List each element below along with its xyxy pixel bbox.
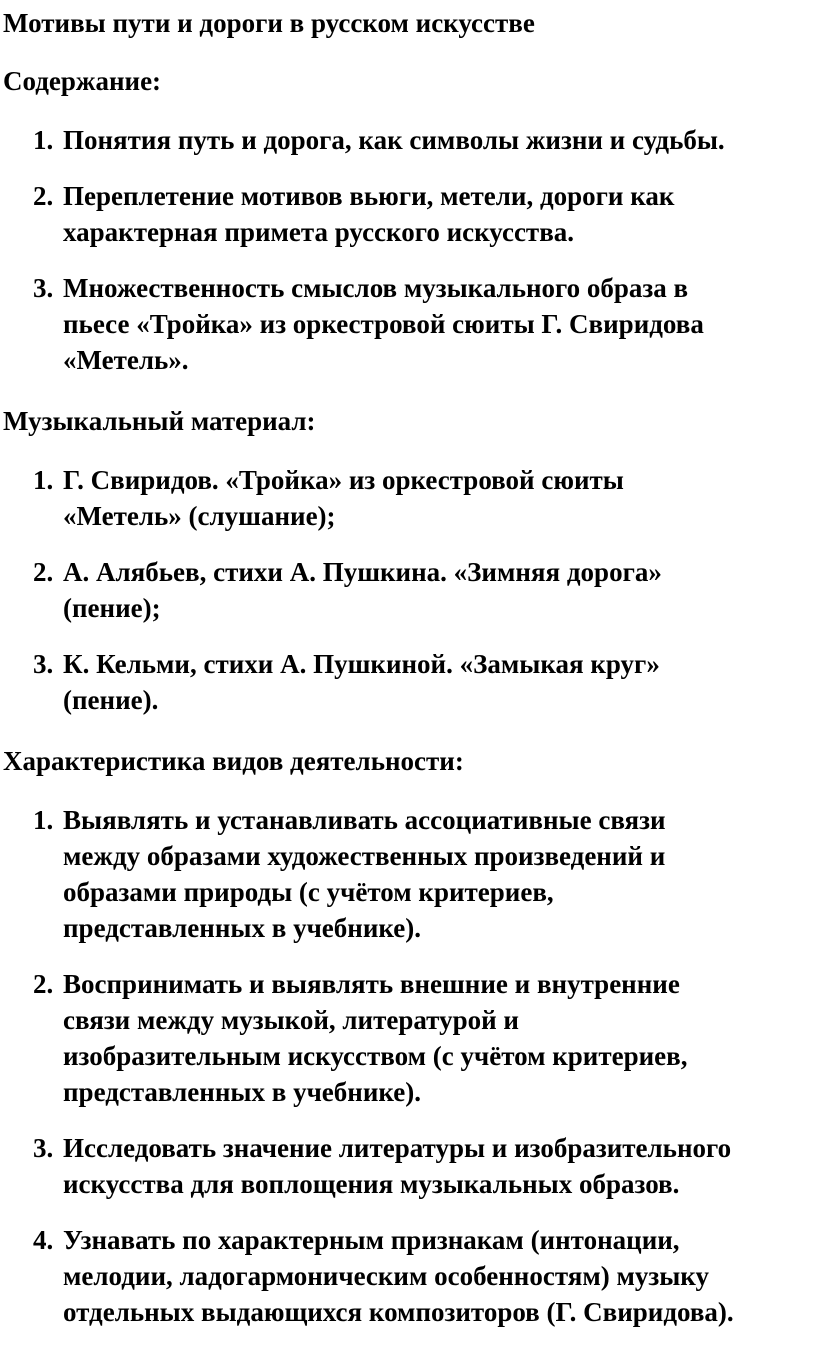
list-item-number: 3.	[33, 1133, 54, 1163]
list-item-text: Г. Свиридов. «Тройка» из оркестровой сюиты «Метель» (слушание);	[63, 465, 624, 531]
list-item-text: Выявлять и устанавливать ассоциативные связи между образами художественных произведений и образами природы (с учётом критериев, представленных в учебнике).	[63, 805, 666, 943]
document-title: Мотивы пути и дороги в русском искусстве	[3, 8, 535, 38]
list-item	[3, 462, 743, 534]
list-item-number: 2.	[33, 557, 54, 587]
list-item	[3, 1130, 743, 1202]
list-item-number: 1.	[33, 465, 54, 495]
list-item	[3, 554, 743, 626]
list-item	[3, 646, 743, 718]
list-item-number: 4.	[33, 1225, 54, 1255]
list-item-number: 1.	[33, 805, 54, 835]
music-list	[3, 462, 816, 718]
activities-list	[3, 802, 816, 1330]
list-item-number: 1.	[33, 125, 54, 155]
list-item	[3, 270, 743, 378]
contents-list	[3, 122, 816, 378]
contents-heading: Содержание:	[3, 66, 162, 96]
list-item-text: Множественность смыслов музыкального образа в пьесе «Тройка» из оркестровой сюиты Г. Свиридова «Метель».	[63, 273, 704, 375]
list-item	[3, 178, 743, 250]
list-item-number: 3.	[33, 273, 54, 303]
list-item	[3, 1222, 743, 1330]
list-item-text: Воспринимать и выявлять внешние и внутренние связи между музыкой, литературой и изобразительным искусством (с учётом критериев, представленных в учебнике).	[63, 969, 688, 1107]
list-item-number: 2.	[33, 969, 54, 999]
activities-heading: Характеристика видов деятельности:	[3, 746, 464, 776]
list-item-text: Узнавать по характерным признакам (интонации, мелодии, ладогармоническим особенностям) музыку отдельных выдающихся композиторов (Г. Свиридова).	[63, 1225, 734, 1327]
list-item	[3, 966, 743, 1110]
list-item-text: Переплетение мотивов вьюги, метели, дороги как характерная примета русского искусства.	[63, 181, 675, 247]
list-item-text: К. Кельми, стихи А. Пушкиной. «Замыкая круг» (пение).	[63, 649, 660, 715]
list-item	[3, 122, 743, 158]
list-item	[3, 802, 743, 946]
list-item-text: Понятия путь и дорога, как символы жизни и судьбы.	[63, 125, 725, 155]
list-item-text: Исследовать значение литературы и изобразительного искусства для воплощения музыкальных образов.	[63, 1133, 732, 1199]
music-heading: Музыкальный материал:	[3, 406, 316, 436]
list-item-number: 2.	[33, 181, 54, 211]
list-item-number: 3.	[33, 649, 54, 679]
list-item-text: А. Алябьев, стихи А. Пушкина. «Зимняя дорога» (пение);	[63, 557, 662, 623]
